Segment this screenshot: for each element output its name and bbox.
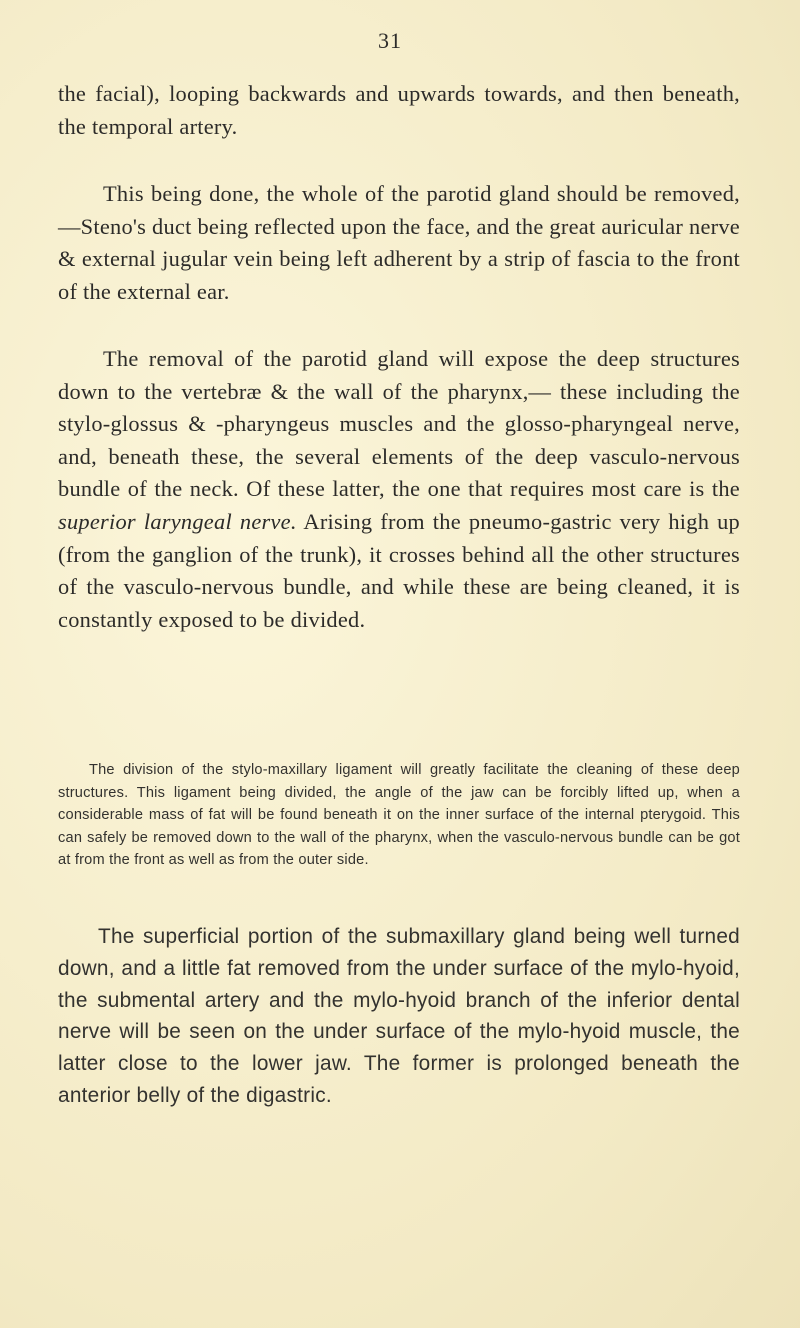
paragraph-deep-structures-text-1: The removal of the parotid gland will expose the deep structures down to the vertebræ & the wall of the pharynx,— these including the stylo-glossus & -pharyngeus muscles and the glosso-pharyngeal nerve, and, beneath these, the several elements of the deep vasculo-nervous bundle of the neck. Of these latter, the one that requires most care is the (58, 346, 740, 502)
paragraph-continuation: the facial), looping backwards and upwards towards, and then beneath, the temporal artery. (58, 81, 740, 139)
note-stylo-maxillary-ligament: The division of the stylo-maxillary ligament will greatly facilitate the cleaning of these deep structures. This ligament being divided, the angle of the jaw can be forcibly lifted up, when a considerable mass of fat will be found beneath it on the inner surface of the internal pterygoid. This can safely be removed down to the wall of the pharynx, when the vasculo-nervous bundle can be got at from the front as well as from the outer side. (58, 762, 740, 868)
paragraph-deep-structures (58, 343, 740, 636)
superior-laryngeal-nerve-term: superior laryngeal nerve. (58, 508, 297, 534)
paragraph-parotid-removal: This being done, the whole of the parotid gland should be removed,—Steno's duct being reflected upon the face, and the great auricular nerve & external jugular vein being left adherent by a strip of fascia to the front of the external ear. (58, 181, 740, 304)
paragraph-deep-structures-text-2: Arising from the pneumo-gastric very high up (from the ganglion of the trunk), it crosses behind all the other structures of the vasculo-nervous bundle, and while these are being cleaned, it is constantly exposed to be divided. (58, 508, 740, 632)
paragraph-submaxillary-gland: The superficial portion of the submaxillary gland being well turned down, and a little fat removed from the under surface of the mylo-hyoid, the submental artery and the mylo-hyoid branch of the inferior dental nerve will be seen on the under surface of the mylo-hyoid muscle, the latter close to the lower jaw. The former is prolonged beneath the anterior belly of the digastric. (58, 925, 740, 1107)
page-number: 31 (378, 28, 402, 53)
